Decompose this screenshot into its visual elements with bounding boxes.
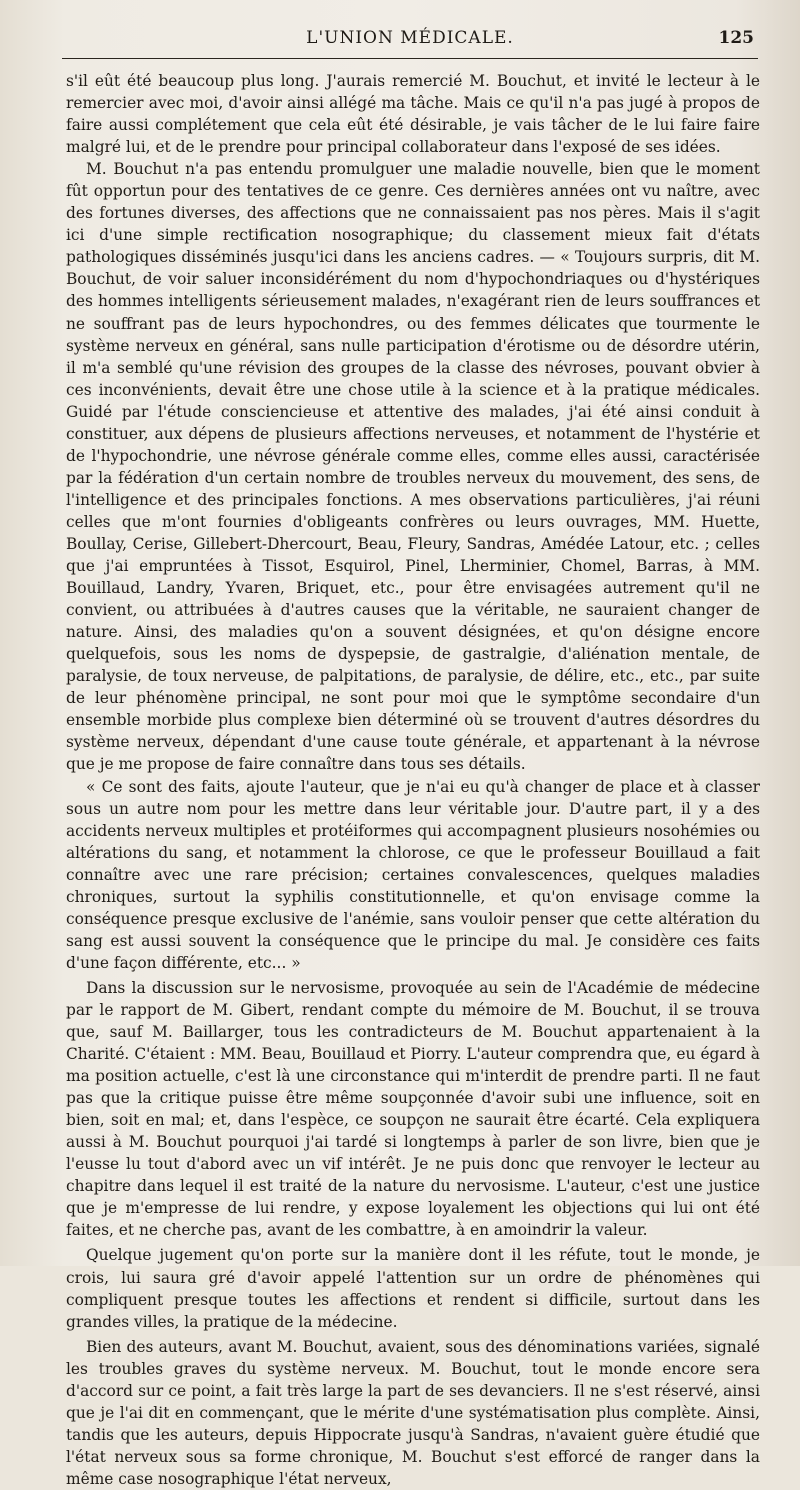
paragraph-quote: « Ce sont des faits, ajoute l'auteur, que je n'ai eu qu'à changer de place et à classer sous un autre nom pour les mettre dans leur véritable jour. D'autre part, il y a des accidents nerveux multiples et protéiformes qui accompagnent plusieurs nosohémies ou altérations du sang, et notamment la chlorose, ce que le professeur Bouillaud a fait connaître avec une rare précision; certaines convalescences, quelques maladies chroniques, surtout la syphilis constitutionnelle, et qu'on envisage comme la conséquence presque exclusive de l'anémie, sans vouloir penser que cette altération du sang est aussi souvent la conséquence que le principe du mal. Je considère ces faits d'une façon différente, etc... » bbox=[66, 777, 760, 972]
running-title: L'UNION MÉDICALE. bbox=[306, 28, 514, 48]
paragraph: Quelque jugement qu'on porte sur la manière dont il les réfute, tout le monde, je crois, lui saura gré d'avoir appelé l'attention sur un ordre de phénomènes qui compliquent presque toutes les affections et rendent si difficile, surtout dans les grandes villes, la pratique de la médecine. bbox=[66, 1246, 760, 1331]
body-text bbox=[66, 70, 760, 1490]
paragraph: M. Bouchut n'a pas entendu promulguer une maladie nouvelle, bien que le moment fût opportun pour des tentatives de ce genre. Ces dernières années ont vu naître, avec des fortunes diverses, des affections que ne connaissaient pas nos pères. Mais il s'agit ici d'une simple rectification nosographique; du classement mieux fait d'états pathologiques disséminés jusqu'ici dans les anciens cadres. — « Toujours surpris, dit M. Bouchut, de voir saluer inconsidérément du nom d'hypochondriaques ou d'hystériques des hommes intelligents sérieusement malades, n'exagérant rien de leurs souffrances et ne souffrant pas de leurs hypochondres, ou des femmes délicates que tourmente le système nerveux en général, sans nulle participation d'érotisme ou de désordre utérin, il m'a semblé qu'une révision des groupes de la classe des névroses, pouvant obvier à ces inconvénients, devait être une chose utile à la science et à la pratique médicales. Guidé par l'étude consciencieuse et attentive des malades, j'ai été ainsi conduit à constituer, aux dépens de plusieurs affections nerveuses, et notamment de l'hystérie et de l'hypochondrie, une névrose générale comme elles, comme elles aussi, caractérisée par la fédération d'un certain nombre de troubles nerveux du mouvement, des sens, de l'intelligence et des principales fonctions. A mes observations particulières, j'ai réuni celles que m'ont fournies d'obligeants confrères ou leurs ouvrages, MM. Huette, Boullay, Cerise, Gillebert-Dhercourt, Beau, Fleury, Sandras, Amédée Latour, etc. ; celles que j'ai empruntées à Tissot, Esquirol, Pinel, Lherminier, Chomel, Barras, à MM. Bouillaud, Landry, Yvaren, Briquet, etc., pour être envisagées autrement qu'il ne convient, ou attribuées à d'autres causes que la véritable, ne sauraient changer de nature. Ainsi, des maladies qu'on a souvent désignées, et qu'on désigne encore quelquefois, sous les noms de dyspepsie, de gastralgie, d'aliénation mentale, de paralysie, de toux nerveuse, de palpitations, de paralysie, de délire, etc., etc., par suite de leur phénomène principal, ne sont pour moi que le symptôme secondaire d'un ensemble morbide plus complexe bien déterminé où se trouvent d'autres désordres du système nerveux, dépendant d'une cause toute générale, et appartenant à la névrose que je me propose de faire connaître dans tous ses détails. bbox=[66, 160, 760, 774]
paragraph-continuation: s'il eût été beaucoup plus long. J'aurais remercié M. Bouchut, et invité le lecteur à le remercier avec moi, d'avoir ainsi allégé ma tâche. Mais ce qu'il n'a pas jugé à propos de faire aussi complétement que cela eût été désirable, je vais tâcher de le lui faire faire malgré lui, et de le prendre pour principal collaborateur dans l'exposé de ses idées. bbox=[66, 72, 760, 157]
paragraph: Dans la discussion sur le nervosisme, provoquée au sein de l'Académie de médecine par le rapport de M. Gibert, rendant compte du mémoire de M. Bouchut, il se trouva que, sauf M. Baillarger, tous les contradicteurs de M. Bouchut appartenaient à la Charité. C'étaient : MM. Beau, Bouillaud et Piorry. L'auteur comprendra que, eu égard à ma position actuelle, c'est là une circonstance qui m'interdit de prendre parti. Il ne faut pas que la critique puisse être même soupçonnée d'avoir subi une influence, soit en bien, soit en mal; et, dans l'espèce, ce soupçon ne saurait être écarté. Cela expliquera aussi à M. Bouchut pourquoi j'ai tardé si longtemps à parler de son livre, bien que je l'eusse lu tout d'abord avec un vif intérêt. Je ne puis donc que renvoyer le lecteur au chapitre dans lequel il est traité de la nature du nervosisme. L'auteur, c'est une justice que je m'empresse de lui rendre, y expose loyalement les objections qui lui ont été faites, et ne cherche pas, avant de les combattre, à en amoindrir la valeur. bbox=[66, 978, 760, 1240]
header-rule bbox=[62, 58, 758, 59]
paragraph: Bien des auteurs, avant M. Bouchut, avaient, sous des dénominations variées, signalé les troubles graves du système nerveux. M. Bouchut, tout le monde encore sera d'accord sur ce point, a fait très large la part de ses devanciers. Il ne s'est réservé, ainsi que je l'ai dit en commençant, que le mérite d'une systématisation plus complète. Ainsi, tandis que les auteurs, depuis Hippocrate jusqu'à Sandras, n'avaient guère étudié que l'état nerveux sous sa forme chronique, M. Bouchut s'est efforcé de ranger dans la même case nosographique l'état nerveux, bbox=[66, 1337, 760, 1488]
page-number: 125 bbox=[718, 28, 754, 48]
page-header bbox=[60, 28, 760, 54]
